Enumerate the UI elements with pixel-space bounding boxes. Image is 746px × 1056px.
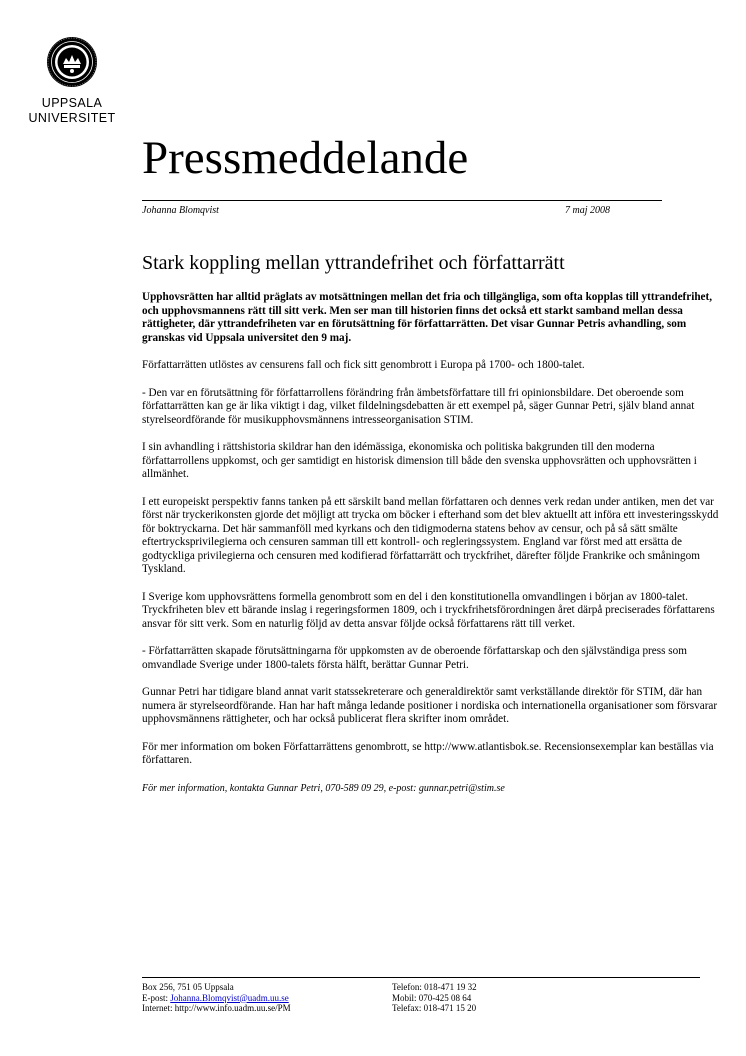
footer-divider <box>142 977 700 978</box>
article-body <box>142 291 720 809</box>
headline: Stark koppling mellan yttrandefrihet och författarrätt <box>142 252 565 274</box>
footer-internet: Internet: http://www.info.uadm.uu.se/PM <box>142 1003 291 1013</box>
body-paragraph: Gunnar Petri har tidigare bland annat varit statssekreterare och generaldirektör samt verkställande direktör för STIM, där han numera är styrelseordförande. Han har haft många ledande positioner i nordiska och internationella organisationer som försvarar upphovsmännens rättigheter, och har också publicerat flera skrifter inom området. <box>142 686 718 725</box>
body-paragraph: - Författarrätten skapade förutsättningarna för uppkomsten av de oberoende författarskap och den självständiga press som omvandlade Sverige under 1800-talets första hälft, berättar Gunnar Petri. <box>142 645 687 671</box>
page-title: Pressmeddelande <box>142 132 469 184</box>
body-paragraph: I sin avhandling i rättshistoria skildrar han den idémässiga, ekonomiska och politiska bakgrunden till den moderna författarrollens uppkomst, och ger samtidigt en historisk dimension till både den svenska upphovsrätten och upphovsrätten i allmänhet. <box>142 441 697 480</box>
university-name-line1: UPPSALA <box>41 96 103 110</box>
body-paragraph: Författarrätten utlöstes av censurens fall och fick sitt genombrott i Europa på 1700- och 1800-talet. <box>142 359 585 371</box>
footer-address: Box 256, 751 05 Uppsala <box>142 982 234 992</box>
lead-paragraph: Upphovsrätten har alltid präglats av motsättningen mellan det fria och tillgängliga, som ofta kopplas till yttrandefrihet, och upphovsmannens rätt till sitt verk. Men ser man till historien finns det också ett starkt samband mellan dessa rättigheter, där yttrandefriheten var en förutsättning för författarrätten. Det visar Gunnar Petris avhandling, som granskas vid Uppsala universitet den 9 maj. <box>142 291 713 344</box>
footer-address-block <box>142 982 291 1014</box>
footer-email-row <box>142 993 291 1004</box>
body-paragraph: I ett europeiskt perspektiv fanns tanken på ett särskilt band mellan författaren och dennes verk redan under antiken, men det var först när tryckerikonsten gjorde det möjligt att trycka om böcker i efterhand som det blev aktuellt att införa ett investeringsskydd för boktryckarna. Det här sammanföll med kyrkans och den tidigmoderna statens behov av censur, och på så sätt smälte eftertrycksprivilegierna och censuren samman till ett kontroll- och regleringssystem. England var först med att ersätta de godtyckliga privilegierna och censuren med kodifierad författarrätt och tryckfrihet, därefter följde Frankrike och småningom Tyskland. <box>142 495 719 575</box>
university-name-line2: UNIVERSITET <box>28 111 116 125</box>
university-seal-logo <box>46 36 98 88</box>
footer-mobile: Mobil: 070-425 08 64 <box>392 992 472 1003</box>
footer-phone: Telefon: 018-471 19 32 <box>392 982 477 992</box>
footer-fax: Telefax: 018-471 15 20 <box>392 1003 477 1013</box>
press-date: 7 maj 2008 <box>565 205 610 216</box>
body-paragraph: I Sverige kom upphovsrättens formella genombrott som en del i den konstitutionella omvandlingen i början av 1800-talet. Tryckfriheten blev ett bärande inslag i regeringsformen 1809, och i tryckfrihetsförordningen året därpå preciserades författarens ansvar för sitt verk. Som en naturlig följd av detta ansvar följde också författarens rätt till verket. <box>142 590 715 630</box>
footer-email-label: E-post: <box>142 992 171 1003</box>
author-name: Johanna Blomqvist <box>142 205 219 216</box>
body-paragraph: - Den var en förutsättning för författarrollens förändring från ämbetsförfattare till fri opinionsbildare. Det oberoende som författarrätten kan ge är lika viktigt i dag, vilket fildelningsdebatten är ett exempel på, säger Gunnar Petri, själv bland annat styrelseordförande för musikupphovsmännens intresseorganisation STIM. <box>142 386 695 426</box>
footer-email-link[interactable]: Johanna.Blomqvist@uadm.uu.se <box>170 992 289 1003</box>
header-divider <box>142 200 662 201</box>
university-name <box>0 96 144 126</box>
body-paragraph: För mer information om boken Författarrättens genombrott, se http://www.atlantisbok.se. Recensionsexemplar kan beställas via författaren. <box>142 740 714 766</box>
footer-phone-block <box>392 982 477 1014</box>
contact-line: För mer information, kontakta Gunnar Petri, 070-589 09 29, e-post: gunnar.petri@stim.se <box>142 782 505 794</box>
